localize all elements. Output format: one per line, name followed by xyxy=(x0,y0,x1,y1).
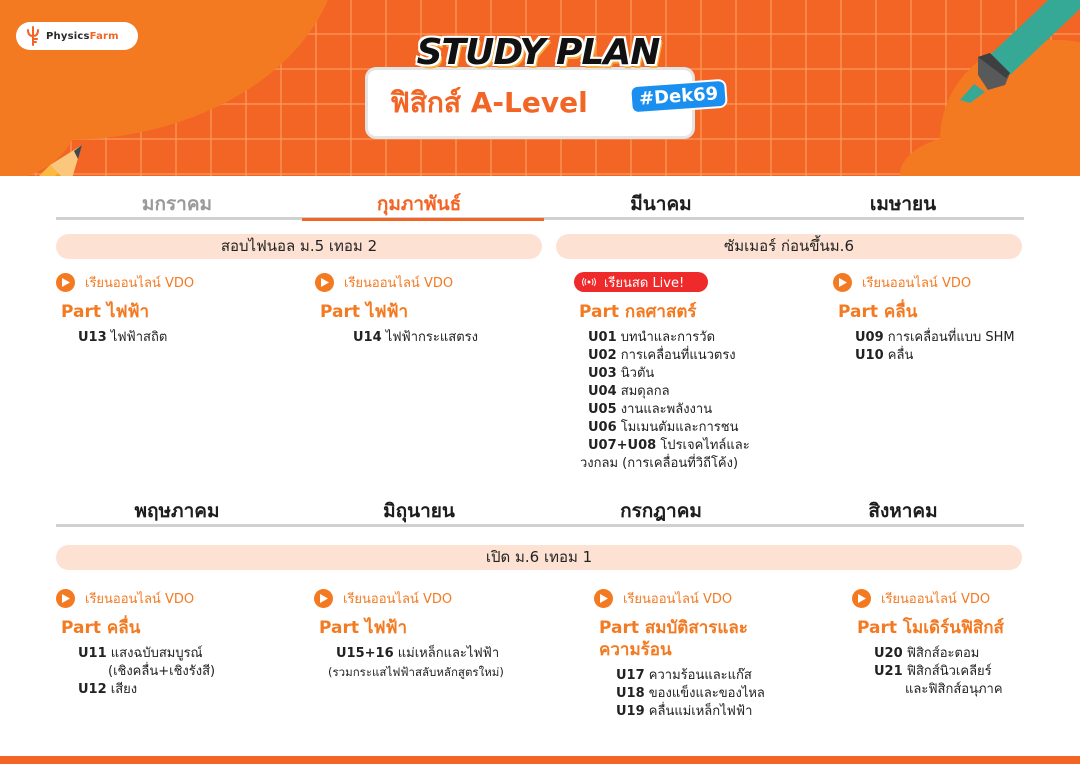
mode-online xyxy=(594,587,765,609)
mode-online xyxy=(852,587,1004,609)
dek69-tag: #Dek69 xyxy=(631,81,726,112)
part-title: Part ไฟฟ้า xyxy=(319,618,408,638)
month-march: มีนาคม xyxy=(630,193,692,215)
unit-item: U02 การเคลื่อนที่แนวตรง xyxy=(588,348,736,363)
play-icon xyxy=(852,589,871,608)
play-icon xyxy=(833,273,852,292)
title-block xyxy=(360,24,720,154)
live-badge xyxy=(574,272,708,292)
month-june: มิถุนายน xyxy=(383,500,455,522)
unit-item: U09 การเคลื่อนที่แบบ SHM xyxy=(855,330,1015,345)
unit-item: U07+U08 โปรเจคไทล์และ xyxy=(588,438,750,453)
mode-label: เรียนออนไลน์ VDO xyxy=(343,591,453,607)
course-block xyxy=(852,587,1004,699)
unit-item: U18 ของแข็งและของไหล xyxy=(616,686,765,701)
part-title: Part คลื่น xyxy=(61,618,141,638)
course-block-live xyxy=(574,271,750,473)
unit-item: U13 ไฟฟ้าสถิต xyxy=(78,330,168,345)
unit-list xyxy=(328,645,504,681)
mode-live xyxy=(574,271,750,293)
phase-term1: เปิด ม.6 เทอม 1 xyxy=(56,545,1022,570)
month-february: กุมภาพันธ์ xyxy=(298,190,540,218)
unit-item-continuation: (เชิงคลื่น+เชิงรังสี) xyxy=(108,664,216,679)
part-title: Part โมเดิร์นฟิสิกส์ xyxy=(857,618,1004,638)
mode-online xyxy=(56,271,194,293)
part-title xyxy=(599,617,765,661)
part-title: Part ไฟฟ้า xyxy=(61,302,150,322)
unit-item-continuation: วงกลม (การเคลื่อนที่วิถีโค้ง) xyxy=(580,456,739,471)
course-block xyxy=(56,587,215,699)
unit-item: U03 นิวตัน xyxy=(588,366,655,381)
unit-item: U20 ฟิสิกส์อะตอม xyxy=(874,646,980,661)
unit-item: U11 แสงฉบับสมบูรณ์ xyxy=(78,646,203,661)
part-title-line: Part สมบัติสารและ xyxy=(599,618,748,638)
unit-item: U06 โมเมนตัมและการชน xyxy=(588,420,739,435)
part-title-line: ความร้อน xyxy=(599,640,672,660)
months-row-bottom xyxy=(56,497,1024,527)
mode-online xyxy=(56,587,215,609)
unit-list xyxy=(855,329,1015,365)
part-title: Part ไฟฟ้า xyxy=(320,302,409,322)
mode-label: เรียนออนไลน์ VDO xyxy=(85,591,195,607)
course-block xyxy=(594,587,765,721)
physicsfarm-logo xyxy=(16,22,138,50)
unit-item: U21 ฟิสิกส์นิวเคลียร์ xyxy=(874,664,992,679)
course-block xyxy=(315,271,478,347)
unit-item: U12 เสียง xyxy=(78,682,138,697)
unit-note: (รวมกระแสไฟฟ้าสลับหลักสูตรใหม่) xyxy=(328,665,504,679)
play-icon xyxy=(314,589,333,608)
mode-label: เรียนออนไลน์ VDO xyxy=(85,275,195,291)
part-title: Part คลื่น xyxy=(838,302,918,322)
unit-item: U15+16 แม่เหล็กและไฟฟ้า xyxy=(336,646,500,661)
logo-mark-icon xyxy=(26,26,40,46)
mode-online xyxy=(833,271,1015,293)
months-row-top xyxy=(56,190,1024,220)
unit-item-continuation: และฟิสิกส์อนุภาค xyxy=(905,682,1003,697)
unit-item: U14 ไฟฟ้ากระแสตรง xyxy=(353,330,478,345)
unit-list xyxy=(874,645,1004,699)
unit-item: U01 บทนำและการวัด xyxy=(588,330,716,345)
course-block xyxy=(56,271,194,347)
month-january: มกราคม xyxy=(141,193,213,215)
mode-online xyxy=(314,587,504,609)
play-icon xyxy=(56,589,75,608)
mode-label: เรียนออนไลน์ VDO xyxy=(344,275,454,291)
pencil-icon xyxy=(0,105,130,176)
month-july: กรกฎาคม xyxy=(620,500,702,522)
subject-title: ฟิสิกส์ A-Level xyxy=(390,86,588,119)
unit-item: U10 คลื่น xyxy=(855,348,914,363)
mode-label: เรียนสด Live! xyxy=(604,275,685,291)
logo-text: PhysicsFarm xyxy=(46,30,119,42)
unit-list xyxy=(78,329,194,347)
month-august: สิงหาคม xyxy=(868,500,938,522)
play-icon xyxy=(594,589,613,608)
highlighter-icon xyxy=(930,0,1080,110)
mode-label: เรียนออนไลน์ VDO xyxy=(862,275,972,291)
play-icon xyxy=(56,273,75,292)
header-banner xyxy=(0,0,1080,176)
footer-bar xyxy=(0,756,1080,764)
mode-label: เรียนออนไลน์ VDO xyxy=(623,591,733,607)
course-block xyxy=(833,271,1015,365)
mode-online xyxy=(315,271,478,293)
phase-summer: ซัมเมอร์ ก่อนขึ้นม.6 xyxy=(556,234,1022,259)
broadcast-icon xyxy=(582,277,596,287)
unit-list xyxy=(78,645,215,699)
unit-item: U19 คลื่นแม่เหล็กไฟฟ้า xyxy=(616,704,753,719)
phase-final-exam: สอบไฟนอล ม.5 เทอม 2 xyxy=(56,234,542,259)
unit-item: U05 งานและพลังงาน xyxy=(588,402,713,417)
month-april: เมษายน xyxy=(869,193,937,215)
unit-list xyxy=(616,667,765,721)
part-title: Part กลศาสตร์ xyxy=(579,302,697,322)
course-block xyxy=(314,587,504,681)
play-icon xyxy=(315,273,334,292)
unit-list xyxy=(580,329,750,473)
study-plan-headline: STUDY PLAN xyxy=(416,32,660,73)
unit-item: U04 สมดุลกล xyxy=(588,384,670,399)
month-may: พฤษภาคม xyxy=(134,500,220,522)
mode-label: เรียนออนไลน์ VDO xyxy=(881,591,991,607)
unit-item: U17 ความร้อนและแก๊ส xyxy=(616,668,752,683)
unit-list xyxy=(353,329,478,347)
